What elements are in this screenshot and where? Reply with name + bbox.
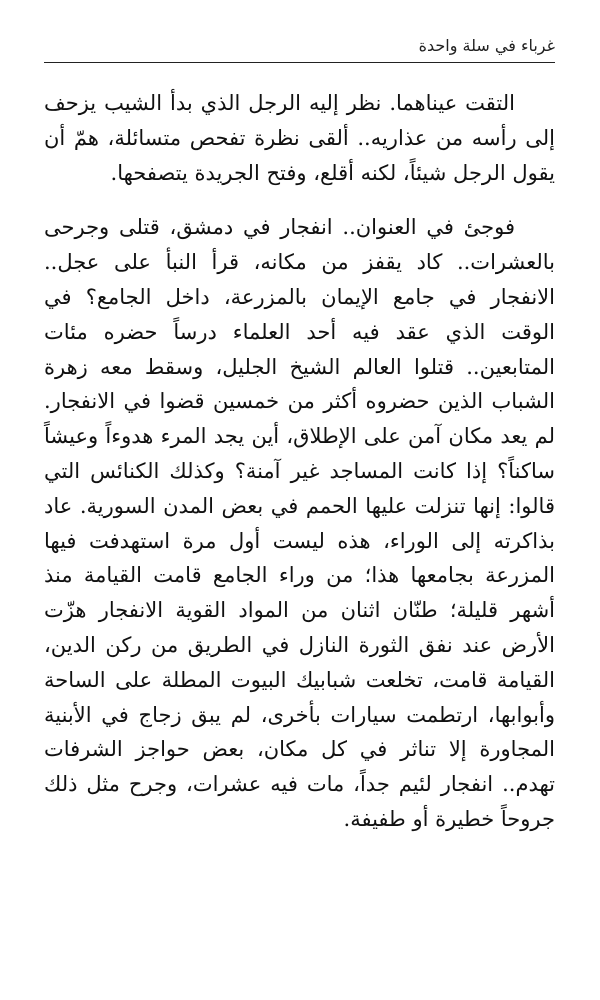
paragraph-spacer xyxy=(44,190,555,210)
paragraph-1: التقت عيناهما. نظر إليه الرجل الذي بدأ الشيب يزحف إلى رأسه من عذاريه.. ألقى نظرة تفحص متسائلة، همّ أن يقول الرجل شيئاً، لكنه أقلع، وفتح الجريدة يتصفحها. xyxy=(44,91,555,185)
page-body xyxy=(44,86,555,837)
header-divider xyxy=(44,62,555,63)
running-header-title: غرباء في سلة واحدة xyxy=(418,36,555,55)
paragraph-2: فوجئ في العنوان.. انفجار في دمشق، قتلى وجرحى بالعشرات.. كاد يقفز من مكانه، قرأ النبأ على عجل.. الانفجار في جامع الإيمان بالمزرعة، داخل الجامع؟ في الوقت الذي عقد فيه أحد العلماء درساً حضره مئات المتابعين.. قتلوا العالم الشيخ الجليل، وسقط معه زهرة الشباب الذين حضروه أكثر من خمسين قضوا في الانفجار. لم يعد مكان آمن على الإطلاق، أين يجد المرء هدوءاً وعيشاً ساكناً؟ إذا كانت المساجد غير آمنة؟ وكذلك الكنائس التي قالوا: إنها تنزلت عليها الحمم في بعض المدن السورية. عاد بذاكرته إلى الوراء، هذه ليست أول مرة استهدفت فيها المزرعة بجامعها هذا؛ من وراء الجامع قامت القيامة منذ أشهر قليلة؛ طنّان اثنان من المواد القوية الانفجار هزّت الأرض عند نفق الثورة النازل في الطريق من ركن الدين، القيامة قامت، تخلعت شبابيك البيوت المطلة على الساحة وأبوابها، ارتطمت سيارات بأخرى، لم يبق زجاج في الأبنية المجاورة إلا تناثر في كل مكان، بعض حواجز الشرفات تهدم.. انفجار لئيم جداً، مات فيه عشرات، وجرح مثل ذلك جروحاً خطيرة أو طفيفة. xyxy=(44,215,555,831)
